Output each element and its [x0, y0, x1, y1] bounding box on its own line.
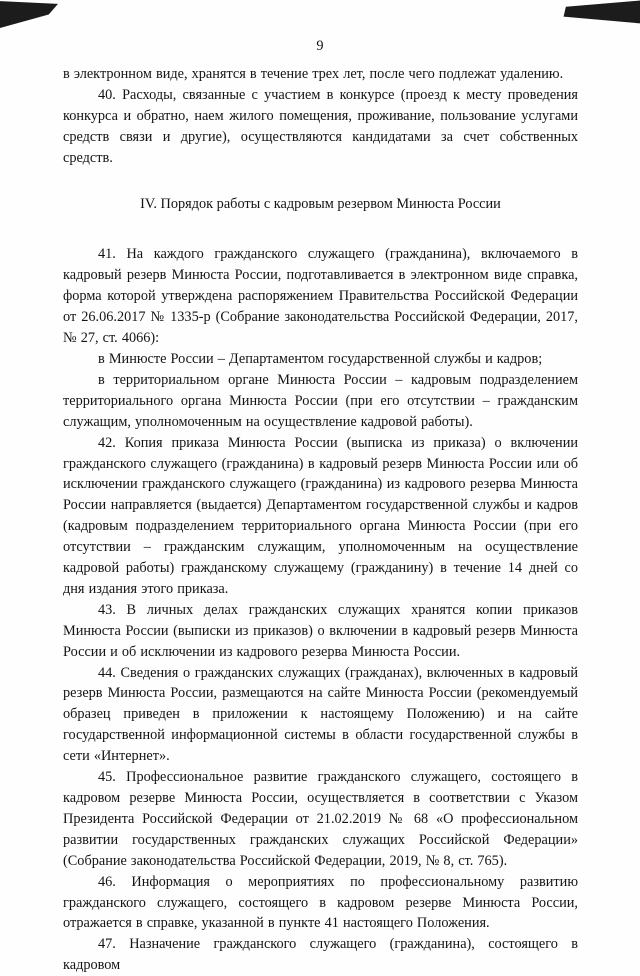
paragraph-47-partial: 47. Назначение гражданского служащего (гражданина), состоящего в кадровом: [63, 936, 578, 974]
paragraph-40: 40. Расходы, связанные с участием в конкурсе (проезд к месту проведения конкурса и обратно, наем жилого помещения, проживание, пользование услугами средств связи и другие), осуществляются кандидатами за счет собственных средств.: [63, 86, 578, 166]
paragraph-45: 45. Профессиональное развитие гражданского служащего, состоящего в кадровом резерве Минюста России, осуществляется в соответствии с Указом Президента Российской Федерации от 21.02.2019 № 68 «О профессиональном развитии государственных гражданских служащих Российской Федерации» (Собрание законодательства Российской Федерации, 2019, № 8, ст. 765).: [63, 769, 578, 869]
paragraph-41-item-1: в Минюсте России – Департаментом государственной службы и кадров;: [98, 350, 543, 367]
paragraph-46: 46. Информация о мероприятиях по профессиональному развитию гражданского служащего, состоящего в кадровом резерве Минюста России, отражается в справке, указанной в пункте 41 настоящего Положения.: [63, 873, 578, 932]
paragraph-41: 41. На каждого гражданского служащего (гражданина), включаемого в кадровый резерв Минюста России, подготавливается в электронном виде справка, форма которой утверждена распоряжением Правительства Российской Федерации от 26.06.2017 № 1335-р (Собрание законодательства Российской Федерации, 2017, № 27, ст. 4066):: [63, 246, 578, 347]
paragraph-43: 43. В личных делах гражданских служащих хранятся копии приказов Минюста России (выписки из приказов) о включении в кадровый резерв Минюста России и об исключении из кадрового резерва Минюста России.: [63, 601, 578, 660]
paragraph-continuation: в электронном виде, хранятся в течение трех лет, после чего подлежат удалению.: [63, 66, 564, 82]
paragraph-44: 44. Сведения о гражданских служащих (гражданах), включенных в кадровый резерв Минюста России, размещаются на сайте Минюста России (рекомендуемый образец приведен в приложении к настоящему Положению) и на сайте государственной информационной системы в области государственной службы в сети «Интернет».: [63, 664, 578, 765]
paragraph-42: 42. Копия приказа Минюста России (выписка из приказа) о включении гражданского служащего (гражданина) в кадровый резерв Минюста России или об исключении гражданского служащего (гражданина) из кадрового резерва Минюста России направляется (выдается) Департаментом государственной службы и кадров (кадровым подразделением территориального органа Минюста России (при его отсутствии – гражданским служащим, уполномоченным на осуществление кадровой работы) гражданскому служащему (гражданину) в течение 14 дней со дня издания этого приказа.: [63, 434, 578, 597]
page-number: 9: [316, 38, 324, 54]
document-content: [0, 57, 640, 976]
section-heading: IV. Порядок работы с кадровым резервом Минюста России: [140, 195, 501, 212]
paragraph-41-item-2: в территориальном органе Минюста России – кадровым подразделением территориального органа Минюста России (при его отсутствии – гражданским служащим, уполномоченным на осуществление кадровой работы).: [63, 371, 578, 430]
